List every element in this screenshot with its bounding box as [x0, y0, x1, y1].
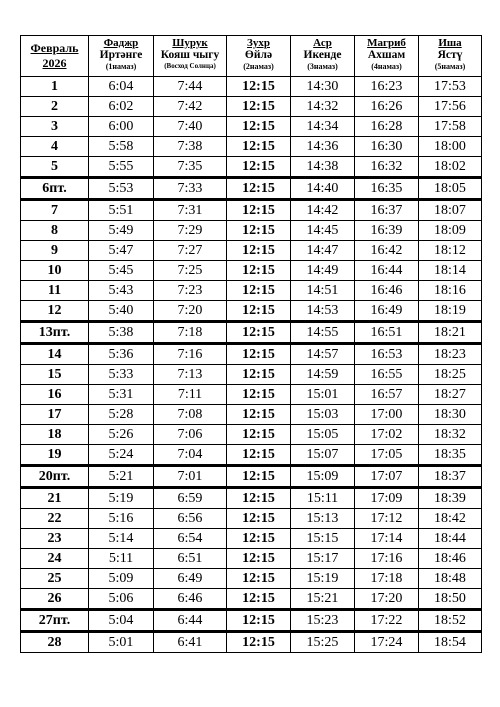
fajr-cell: 5:01: [89, 632, 154, 653]
fajr-cell: 5:43: [89, 281, 154, 301]
shuruk-cell: 6:46: [154, 589, 227, 610]
zuhr-cell: 12:15: [227, 365, 291, 385]
day-cell: 23: [21, 529, 89, 549]
isha-cell: 18:09: [419, 221, 482, 241]
column-name: Иша: [438, 37, 462, 49]
maghrib-cell: 16:39: [355, 221, 419, 241]
shuruk-cell: 7:25: [154, 261, 227, 281]
maghrib-cell: 17:02: [355, 425, 419, 445]
maghrib-cell: 16:53: [355, 344, 419, 365]
asr-cell: 15:05: [291, 425, 355, 445]
asr-cell: 14:38: [291, 157, 355, 178]
shuruk-cell: 6:44: [154, 610, 227, 632]
month-label: Февраль: [30, 41, 79, 55]
maghrib-cell: 16:28: [355, 117, 419, 137]
shuruk-cell: 7:18: [154, 322, 227, 344]
isha-cell: 18:12: [419, 241, 482, 261]
zuhr-cell: 12:15: [227, 488, 291, 509]
shuruk-cell: 7:38: [154, 137, 227, 157]
asr-cell: 15:15: [291, 529, 355, 549]
table-row: [21, 137, 482, 157]
day-cell: 18: [21, 425, 89, 445]
friday-row: [21, 322, 482, 344]
fajr-cell: 5:04: [89, 610, 154, 632]
column-note: (4намаз): [371, 62, 402, 71]
table-row: [21, 344, 482, 365]
isha-cell: 18:16: [419, 281, 482, 301]
table-row: [21, 385, 482, 405]
zuhr-cell: 12:15: [227, 200, 291, 221]
zuhr-cell: 12:15: [227, 466, 291, 488]
column-subtitle: Ястү: [437, 49, 463, 61]
table-row: [21, 77, 482, 97]
day-cell: 1: [21, 77, 89, 97]
maghrib-cell: 16:32: [355, 157, 419, 178]
asr-cell: 14:49: [291, 261, 355, 281]
fajr-cell: 5:53: [89, 178, 154, 200]
shuruk-cell: 7:20: [154, 301, 227, 322]
maghrib-cell: 16:51: [355, 322, 419, 344]
table-row: [21, 549, 482, 569]
day-cell: 2: [21, 97, 89, 117]
shuruk-cell: 7:27: [154, 241, 227, 261]
maghrib-cell: 16:42: [355, 241, 419, 261]
isha-cell: 18:48: [419, 569, 482, 589]
fajr-header: [89, 36, 154, 77]
day-cell: 7: [21, 200, 89, 221]
fajr-cell: 5:49: [89, 221, 154, 241]
day-cell: 19: [21, 445, 89, 466]
day-cell: 17: [21, 405, 89, 425]
month-header: [21, 36, 89, 77]
maghrib-cell: 17:18: [355, 569, 419, 589]
maghrib-cell: 16:30: [355, 137, 419, 157]
zuhr-cell: 12:15: [227, 344, 291, 365]
isha-cell: 18:44: [419, 529, 482, 549]
shuruk-cell: 7:40: [154, 117, 227, 137]
maghrib-cell: 16:46: [355, 281, 419, 301]
asr-cell: 14:55: [291, 322, 355, 344]
column-note: (1намаз): [105, 62, 137, 71]
column-name: Фаджр: [103, 37, 139, 49]
isha-cell: 18:25: [419, 365, 482, 385]
day-cell: 12: [21, 301, 89, 322]
zuhr-cell: 12:15: [227, 632, 291, 653]
table-row: [21, 589, 482, 610]
table-row: [21, 488, 482, 509]
table-row: [21, 200, 482, 221]
asr-cell: 15:07: [291, 445, 355, 466]
day-cell: 15: [21, 365, 89, 385]
table-row: [21, 157, 482, 178]
zuhr-cell: 12:15: [227, 589, 291, 610]
day-cell: 21: [21, 488, 89, 509]
day-cell: 16: [21, 385, 89, 405]
table-row: [21, 301, 482, 322]
maghrib-cell: 17:16: [355, 549, 419, 569]
column-subtitle: Ахшам: [367, 49, 406, 61]
prayer-schedule-table: [20, 35, 482, 653]
zuhr-cell: 12:15: [227, 529, 291, 549]
maghrib-cell: 16:49: [355, 301, 419, 322]
column-name: Магриб: [367, 37, 406, 49]
asr-cell: 14:53: [291, 301, 355, 322]
maghrib-cell: 17:22: [355, 610, 419, 632]
column-subtitle: Иртәнге: [99, 49, 143, 61]
fajr-cell: 5:11: [89, 549, 154, 569]
isha-cell: 18:30: [419, 405, 482, 425]
day-cell: 9: [21, 241, 89, 261]
asr-cell: 14:45: [291, 221, 355, 241]
zuhr-cell: 12:15: [227, 261, 291, 281]
fajr-cell: 6:00: [89, 117, 154, 137]
asr-cell: 15:01: [291, 385, 355, 405]
zuhr-cell: 12:15: [227, 385, 291, 405]
day-cell: 27пт.: [21, 610, 89, 632]
asr-cell: 15:09: [291, 466, 355, 488]
isha-cell: 18:07: [419, 200, 482, 221]
column-note: (2намаз): [243, 62, 274, 71]
day-cell: 24: [21, 549, 89, 569]
zuhr-cell: 12:15: [227, 117, 291, 137]
table-row: [21, 569, 482, 589]
isha-cell: 18:46: [419, 549, 482, 569]
friday-row: [21, 178, 482, 200]
zuhr-header: [227, 36, 291, 77]
table-row: [21, 632, 482, 653]
isha-cell: 18:27: [419, 385, 482, 405]
asr-cell: 15:25: [291, 632, 355, 653]
shuruk-cell: 7:08: [154, 405, 227, 425]
isha-cell: 18:37: [419, 466, 482, 488]
isha-header: [419, 36, 482, 77]
table-row: [21, 509, 482, 529]
shuruk-cell: 7:44: [154, 77, 227, 97]
fajr-cell: 5:47: [89, 241, 154, 261]
shuruk-cell: 7:35: [154, 157, 227, 178]
fajr-cell: 5:21: [89, 466, 154, 488]
asr-cell: 15:23: [291, 610, 355, 632]
shuruk-cell: 7:23: [154, 281, 227, 301]
maghrib-cell: 17:20: [355, 589, 419, 610]
maghrib-cell: 16:44: [355, 261, 419, 281]
column-name: Шурук: [172, 37, 208, 49]
zuhr-cell: 12:15: [227, 445, 291, 466]
isha-cell: 18:21: [419, 322, 482, 344]
isha-cell: 17:58: [419, 117, 482, 137]
shuruk-cell: 7:33: [154, 178, 227, 200]
day-cell: 3: [21, 117, 89, 137]
fajr-cell: 5:31: [89, 385, 154, 405]
table-row: [21, 221, 482, 241]
shuruk-header: [154, 36, 227, 77]
column-subtitle: Икенде: [303, 49, 342, 61]
isha-cell: 18:23: [419, 344, 482, 365]
shuruk-cell: 7:31: [154, 200, 227, 221]
fajr-cell: 5:09: [89, 569, 154, 589]
asr-cell: 15:03: [291, 405, 355, 425]
fajr-cell: 6:04: [89, 77, 154, 97]
year-label: 2026: [42, 56, 67, 70]
column-note: (3намаз): [307, 62, 338, 71]
isha-cell: 18:02: [419, 157, 482, 178]
table-row: [21, 365, 482, 385]
day-cell: 14: [21, 344, 89, 365]
shuruk-cell: 6:59: [154, 488, 227, 509]
zuhr-cell: 12:15: [227, 425, 291, 445]
day-cell: 10: [21, 261, 89, 281]
table-row: [21, 529, 482, 549]
fajr-cell: 5:55: [89, 157, 154, 178]
maghrib-cell: 17:14: [355, 529, 419, 549]
asr-cell: 15:13: [291, 509, 355, 529]
shuruk-cell: 7:06: [154, 425, 227, 445]
zuhr-cell: 12:15: [227, 241, 291, 261]
zuhr-cell: 12:15: [227, 301, 291, 322]
maghrib-cell: 16:23: [355, 77, 419, 97]
table-row: [21, 117, 482, 137]
asr-cell: 14:47: [291, 241, 355, 261]
day-cell: 28: [21, 632, 89, 653]
zuhr-cell: 12:15: [227, 97, 291, 117]
asr-cell: 14:42: [291, 200, 355, 221]
shuruk-cell: 6:56: [154, 509, 227, 529]
shuruk-cell: 6:41: [154, 632, 227, 653]
isha-cell: 18:39: [419, 488, 482, 509]
column-subtitle: Кояш чыгу: [160, 49, 220, 61]
shuruk-cell: 7:13: [154, 365, 227, 385]
fajr-cell: 5:45: [89, 261, 154, 281]
column-note: (Восход Солнца): [164, 62, 216, 70]
fajr-cell: 5:58: [89, 137, 154, 157]
table-row: [21, 445, 482, 466]
zuhr-cell: 12:15: [227, 405, 291, 425]
fajr-cell: 5:16: [89, 509, 154, 529]
zuhr-cell: 12:15: [227, 549, 291, 569]
shuruk-cell: 7:29: [154, 221, 227, 241]
day-cell: 6пт.: [21, 178, 89, 200]
isha-cell: 18:05: [419, 178, 482, 200]
fajr-cell: 6:02: [89, 97, 154, 117]
shuruk-cell: 7:16: [154, 344, 227, 365]
maghrib-cell: 16:55: [355, 365, 419, 385]
table-row: [21, 241, 482, 261]
maghrib-cell: 17:05: [355, 445, 419, 466]
asr-cell: 14:34: [291, 117, 355, 137]
maghrib-header: [355, 36, 419, 77]
column-note: (5намаз): [434, 62, 466, 71]
table-row: [21, 97, 482, 117]
shuruk-cell: 6:51: [154, 549, 227, 569]
asr-cell: 14:40: [291, 178, 355, 200]
day-cell: 5: [21, 157, 89, 178]
isha-cell: 18:00: [419, 137, 482, 157]
fajr-cell: 5:51: [89, 200, 154, 221]
fajr-cell: 5:19: [89, 488, 154, 509]
zuhr-cell: 12:15: [227, 281, 291, 301]
asr-cell: 14:57: [291, 344, 355, 365]
friday-row: [21, 466, 482, 488]
asr-cell: 15:17: [291, 549, 355, 569]
zuhr-cell: 12:15: [227, 569, 291, 589]
shuruk-cell: 7:01: [154, 466, 227, 488]
shuruk-cell: 6:54: [154, 529, 227, 549]
fajr-cell: 5:26: [89, 425, 154, 445]
isha-cell: 17:56: [419, 97, 482, 117]
column-name: Аср: [313, 37, 332, 49]
isha-cell: 18:42: [419, 509, 482, 529]
table-row: [21, 281, 482, 301]
zuhr-cell: 12:15: [227, 157, 291, 178]
fajr-cell: 5:24: [89, 445, 154, 466]
zuhr-cell: 12:15: [227, 509, 291, 529]
zuhr-cell: 12:15: [227, 178, 291, 200]
fajr-cell: 5:14: [89, 529, 154, 549]
day-cell: 4: [21, 137, 89, 157]
day-cell: 22: [21, 509, 89, 529]
asr-cell: 14:36: [291, 137, 355, 157]
table-row: [21, 261, 482, 281]
maghrib-cell: 16:57: [355, 385, 419, 405]
day-cell: 11: [21, 281, 89, 301]
day-cell: 8: [21, 221, 89, 241]
friday-row: [21, 610, 482, 632]
isha-cell: 17:53: [419, 77, 482, 97]
maghrib-cell: 17:09: [355, 488, 419, 509]
isha-cell: 18:14: [419, 261, 482, 281]
asr-cell: 14:30: [291, 77, 355, 97]
maghrib-cell: 17:07: [355, 466, 419, 488]
fajr-cell: 5:40: [89, 301, 154, 322]
shuruk-cell: 7:42: [154, 97, 227, 117]
fajr-cell: 5:33: [89, 365, 154, 385]
day-cell: 13пт.: [21, 322, 89, 344]
zuhr-cell: 12:15: [227, 221, 291, 241]
shuruk-cell: 7:11: [154, 385, 227, 405]
asr-cell: 14:32: [291, 97, 355, 117]
maghrib-cell: 16:35: [355, 178, 419, 200]
isha-cell: 18:19: [419, 301, 482, 322]
column-subtitle: Өйлә: [244, 49, 273, 61]
zuhr-cell: 12:15: [227, 610, 291, 632]
isha-cell: 18:50: [419, 589, 482, 610]
table-row: [21, 405, 482, 425]
zuhr-cell: 12:15: [227, 137, 291, 157]
asr-cell: 15:21: [291, 589, 355, 610]
isha-cell: 18:52: [419, 610, 482, 632]
shuruk-cell: 7:04: [154, 445, 227, 466]
maghrib-cell: 16:37: [355, 200, 419, 221]
column-name: Зухр: [247, 37, 270, 49]
table-row: [21, 425, 482, 445]
fajr-cell: 5:36: [89, 344, 154, 365]
zuhr-cell: 12:15: [227, 77, 291, 97]
isha-cell: 18:54: [419, 632, 482, 653]
asr-cell: 15:19: [291, 569, 355, 589]
day-cell: 25: [21, 569, 89, 589]
zuhr-cell: 12:15: [227, 322, 291, 344]
asr-cell: 14:51: [291, 281, 355, 301]
asr-header: [291, 36, 355, 77]
table-header-row: [21, 36, 482, 77]
day-cell: 20пт.: [21, 466, 89, 488]
asr-cell: 15:11: [291, 488, 355, 509]
shuruk-cell: 6:49: [154, 569, 227, 589]
maghrib-cell: 17:24: [355, 632, 419, 653]
maghrib-cell: 16:26: [355, 97, 419, 117]
fajr-cell: 5:38: [89, 322, 154, 344]
fajr-cell: 5:06: [89, 589, 154, 610]
isha-cell: 18:32: [419, 425, 482, 445]
maghrib-cell: 17:12: [355, 509, 419, 529]
fajr-cell: 5:28: [89, 405, 154, 425]
maghrib-cell: 17:00: [355, 405, 419, 425]
isha-cell: 18:35: [419, 445, 482, 466]
day-cell: 26: [21, 589, 89, 610]
schedule-body: [21, 77, 482, 653]
asr-cell: 14:59: [291, 365, 355, 385]
